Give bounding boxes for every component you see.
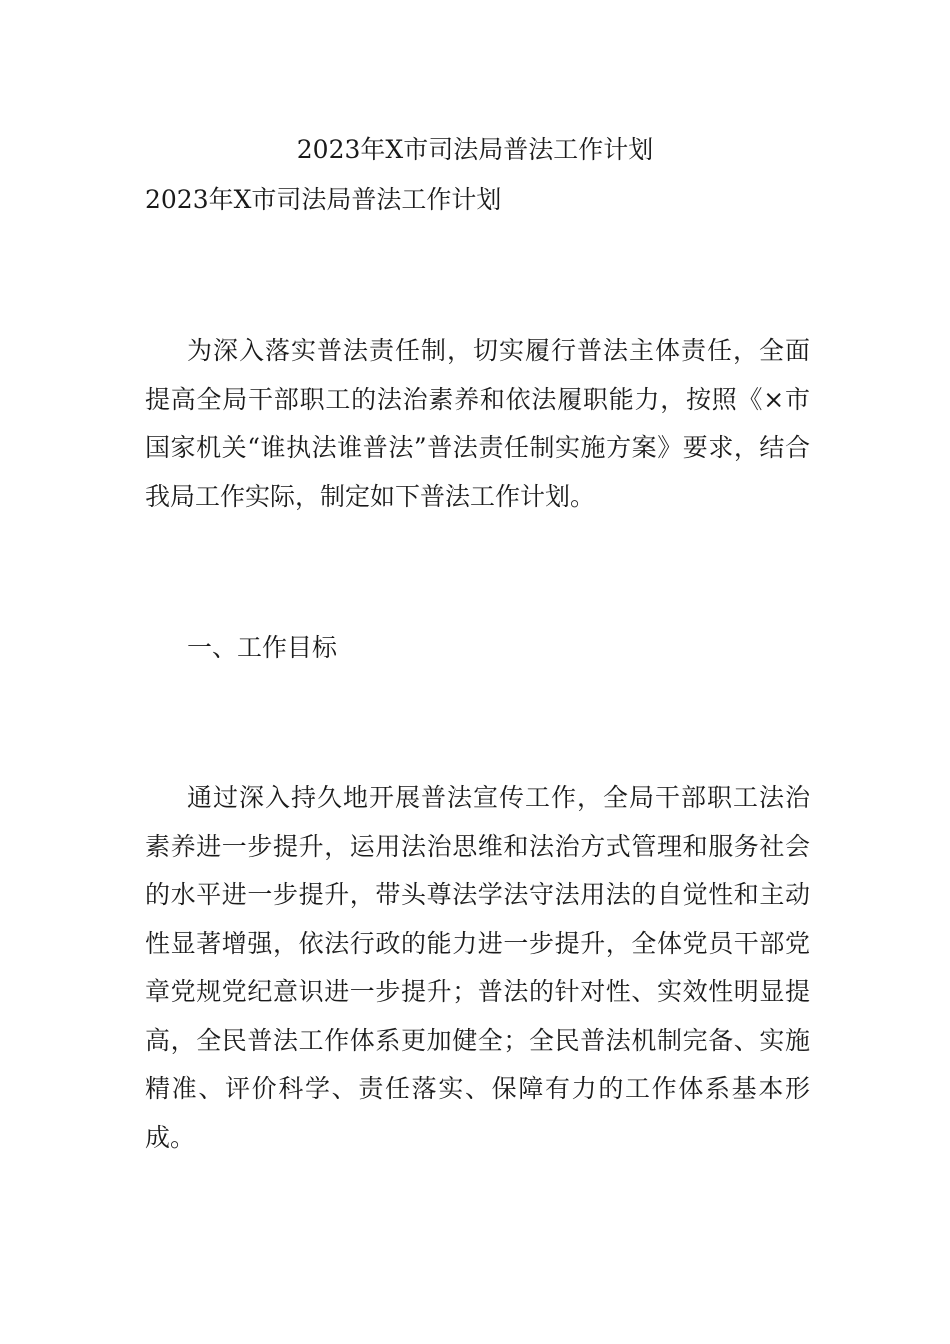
- document-title-repeat: 2023年X市司法局普法工作计划: [145, 185, 502, 214]
- intro-paragraph: 为深入落实普法责任制，切实履行普法主体责任，全面提高全局干部职工的法治素养和依法履职能力，按照《×市国家机关“谁执法谁普法”普法责任制实施方案》要求，结合我局工作实际，制定如下普法工作计划。: [145, 336, 810, 511]
- document-title-centered: 2023年X市司法局普法工作计划: [296, 135, 654, 164]
- section-heading-work-goals: 一、工作目标: [187, 633, 338, 662]
- work-goals-paragraph: 通过深入持久地开展普法宣传工作，全局干部职工法治素养进一步提升，运用法治思维和法治方式管理和服务社会的水平进一步提升，带头尊法学法守法用法的自觉性和主动性显著增强，依法行政的能力进一步提升，全体党员干部党章党规党纪意识进一步提升；普法的针对性、实效性明显提高，全民普法工作体系更加健全；全民普法机制完备、实施精准、评价科学、责任落实、保障有力的工作体系基本形成。: [145, 783, 810, 1152]
